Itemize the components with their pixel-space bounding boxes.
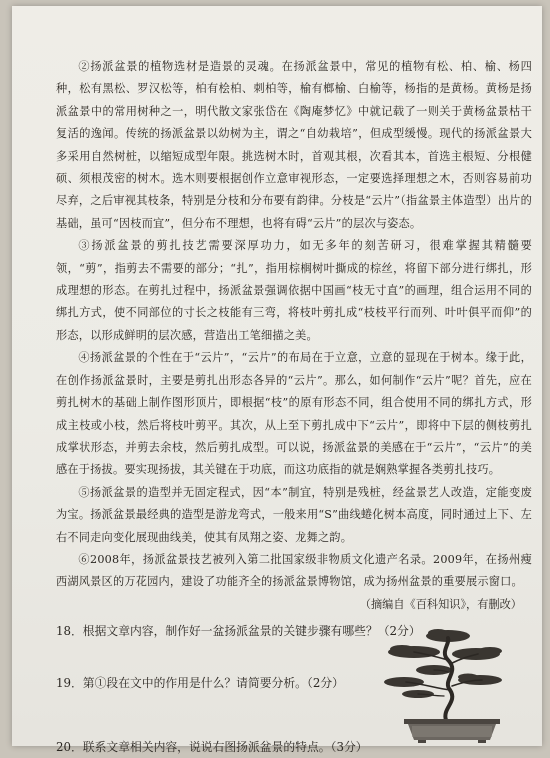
source-note: （摘编自《百科知识》，有删改） xyxy=(359,597,522,611)
exam-page xyxy=(12,6,542,754)
bonsai-foliage xyxy=(384,629,502,698)
question-19: 19．第①段在文中的作用是什么？请简要分析。（2分） xyxy=(56,675,344,690)
paragraph-5: ⑤扬派盆景的造型并无固定程式，因“本”制宜，特别是残桩，经盆景艺人改造，定能变废为宝。扬派盆景最经典的造型是游龙弯式，一般来用“S”曲线蜷化树本高度，同时通过上下、左右不同走向变化展现曲线美，使其有凤翔之姿、龙舞之韵。 xyxy=(56,485,532,544)
paragraph-2: ②扬派盆景的植物选材是造景的灵魂。在扬派盆景中，常见的植物有松、柏、榆、杨四种，松有黑松、罗汉松等，柏有桧柏、刺柏等，榆有榔榆、白榆等，杨指的是黄杨。黄杨是扬派盆景中的常用树种之一，明代散文家张岱在《陶庵梦忆》中就记载了一则关于黄杨盆景枯干复活的逸闻。传统的扬派盆景以幼树为主，谓之“自幼栽培”，但成型缓慢。现代的扬派盆景大多采用自然树桩，以缩短成型年限。挑选树木时，首观其根，次看其本，首选主根短、分根健硕、须根茂密的树木。选木则要根据创作立意审视形态，一定要选择理想之木，否则容易前功尽弃，之后审视其枝条，特别是分枝和分布要有韵律。分枝是“云片”（指盆景主体造型）出片的基础，虽可“因枝而宜”，但分布不理想，也将有碍“云片”的层次与姿态。 xyxy=(56,60,532,230)
paragraph-4: ④扬派盆景的个性在于“云片”，“云片”的布局在于立意，立意的显现在于树本。缘于此，在创作扬派盆景时，主要是剪扎出形态各异的“云片”。那么，如何制作“云片”呢？首先，应在剪扎树木的基础上制作图形顶片，即根据“枝”的原有形态不同，组合使用不同的绑扎方式，形成主枝或小枝，然后将枝叶剪平。其次，从上至下剪扎成中下“云片”，即将中下层的侧枝剪扎成掌状形态，并剪去余枝，然后剪扎成型。可以说，扬派盆景的美感在于“云片”，“云片”的美感在于扬拔。要实现扬拔，其关键在于功底，而这功底指的就是娴熟掌握各类剪扎技巧。 xyxy=(56,351,532,477)
question-18: 18．根据文章内容，制作好一盆扬派盆景的关键步骤有哪些？（2分） xyxy=(56,623,421,638)
question-20: 20．联系文章相关内容，说说右图扬派盆景的特点。（3分） xyxy=(56,739,368,754)
paragraph-6: ⑥2008年，扬派盆景技艺被列入第二批国家级非物质文化遗产名录。2009年，在扬州瘦西湖风景区的万花园内，建设了功能齐全的扬派盆景博物馆，成为扬州盆景的重要展示窗口。 xyxy=(56,552,532,589)
bonsai-pot xyxy=(404,719,500,743)
bonsai-tree-image xyxy=(384,624,514,744)
paragraph-3: ③扬派盆景的剪扎技艺需要深厚功力，如无多年的刻苦研习，很难掌握其精髓要领，“剪”，指剪去不需要的部分；“扎”，指用棕榈树叶撕成的棕丝，将留下部分进行绑扎，形成理想的形态。在剪扎过程中，扬派盆景强调依据中国画“枝无寸直”的画理，组合运用不同的绑扎方式，使不同部位的寸长之枝能有三弯，将枝叶剪扎成“枝枝平行而列、叶叶俱平而仰”的形态，以形成鲜明的层次感，营造出工笔细描之美。 xyxy=(56,239,532,342)
